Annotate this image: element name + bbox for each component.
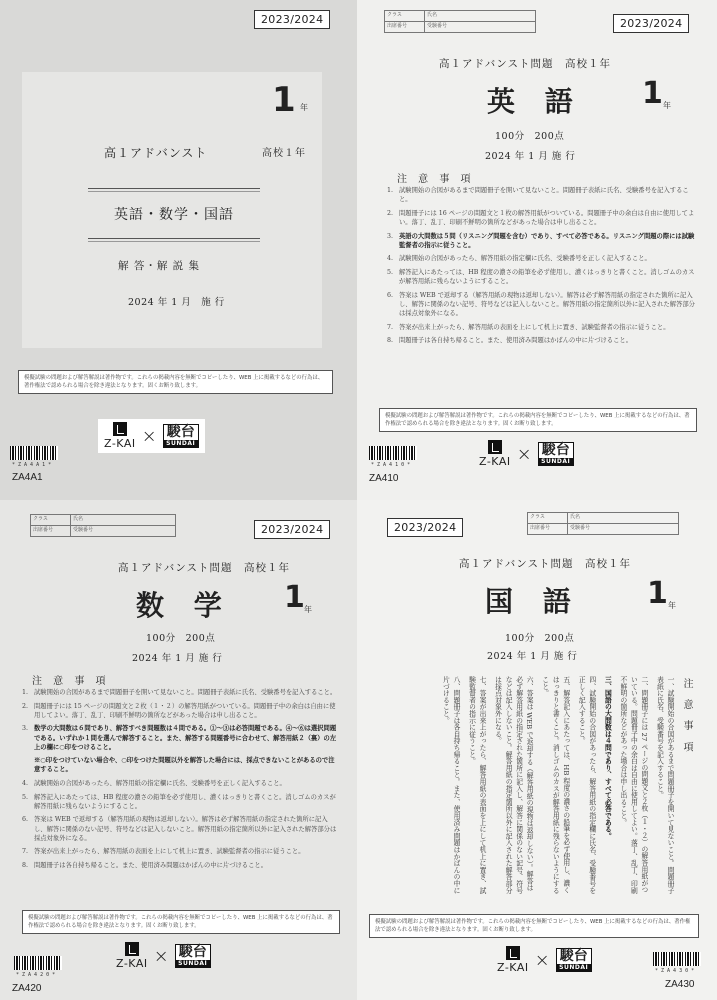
notice-number: 4.	[387, 255, 394, 263]
copyright-notice: 模擬試験の問題および解答解説は著作物です。これらの掲載内容を無断でコピーしたり、WEB 上に掲載するなどの行為は、著作権法で認められる場合を除き違法となります。固くお断り致します。	[18, 370, 333, 394]
barcode-label: * Z A 4 2 0 *	[16, 972, 56, 978]
series-title: 高１アドバンスト問題 高校１年	[439, 58, 611, 70]
times-symbol: ×	[141, 425, 157, 447]
notice-item	[387, 186, 695, 204]
barcode	[10, 446, 58, 460]
year-label: 2023/2024	[254, 10, 330, 29]
notice-text: 試験開始の合図があるまで問題冊子を開いて見ないこと。問題冊子表紙に氏名、受験番号を記入すること。	[399, 187, 689, 204]
subject-title: 国 語	[485, 585, 581, 618]
subject-title: 英 語	[487, 85, 583, 118]
publisher-logos	[479, 440, 574, 468]
booklet-code: ZA420	[12, 983, 42, 994]
notice-item	[387, 268, 695, 286]
barcode	[14, 956, 62, 970]
name-table: クラス 氏名 出席番号 受験番号	[30, 514, 176, 537]
notice-number: 1.	[387, 187, 394, 194]
divider-bottom-thin	[88, 241, 260, 242]
notice-text: 問題冊子は各自持ち帰ること。また、使用済み問題はかばんの中に片づけること。	[34, 861, 267, 869]
exam-date: 2024 年 1 月 施 行	[128, 297, 225, 308]
year-label: 2023/2024	[613, 14, 689, 33]
grade-suffix: 年	[668, 601, 676, 610]
exam-date: 2024 年 1 月 施 行	[487, 651, 578, 662]
publisher-logos	[497, 946, 592, 974]
notice-text: 英語の大問数は５問（リスニング問題を含む）であり、すべて必答である。リスニング問題の際には試験監督者の指示に従うこと。	[399, 232, 695, 249]
barcode-label: * Z A 4 3 0 *	[655, 968, 695, 974]
year-label: 2023/2024	[254, 520, 330, 539]
notice-item	[22, 724, 340, 751]
cover-panel	[22, 72, 322, 348]
notice-item	[22, 847, 340, 856]
notice-item	[22, 756, 340, 774]
zkai-mark-icon	[125, 942, 139, 956]
notice-number: 7.	[387, 323, 394, 331]
grade-number: 1	[272, 80, 296, 120]
notice-number: 5.	[387, 268, 394, 276]
grade-suffix: 年	[300, 103, 308, 112]
copyright-notice: 模擬試験の問題および解答解説は著作物です。これらの掲載内容を無断でコピーしたり、WEB 上に掲載するなどの行為は、著作権法で認められる場合を除き違法となります。固くお断り致します。	[379, 408, 697, 432]
notice-number: 6.	[387, 291, 394, 299]
zkai-mark-icon	[113, 422, 127, 436]
booklet-code: ZA410	[369, 473, 399, 484]
notice-text: 解答記入にあたっては、HB 程度の濃さの鉛筆を必ず使用し、濃くはっきりと書くこと。消しゴムのカスが解答用紙に残らないようにすること。	[34, 793, 336, 810]
zkai-mark-icon	[488, 440, 502, 454]
notice-title: 注 意 事 項	[397, 174, 475, 185]
notice-item: 六、答案は WEB で返却する（解答用紙の現物は返却しない）。解答は必ず解答用紙の指定された箇所に記入し、解答に関係のない記号、符号などは記入しないこと。解答用紙の指定箇所以外に記入された解答部分は採点対象外になる。	[493, 676, 534, 894]
zkai-logo: Z-KAI	[104, 422, 136, 450]
notice-item	[22, 793, 340, 811]
exam-date: 2024 年 1 月 施 行	[485, 151, 576, 162]
notice-number	[22, 756, 34, 774]
name-table: クラス 氏名 出席番号 受験番号	[527, 512, 679, 535]
sundai-logo: 駿台 SUNDAI	[175, 944, 211, 968]
publisher-logos	[116, 942, 211, 970]
notice-text: 問題冊子には 16 ページの問題文と１枚の解答用紙がついている。問題冊子中の余白は自由に使用してよい。落丁、乱丁、印刷不鮮明の箇所などがあった場合は申し出ること。	[399, 209, 695, 226]
notice-text: 解答記入にあたっては、HB 程度の濃さの鉛筆を必ず使用し、濃くはっきりと書くこと。消しゴムのカスが解答用紙に残らないようにすること。	[399, 268, 695, 285]
copyright-notice: 模擬試験の問題および解答解説は著作物です。これらの掲載内容を無断でコピーしたり、WEB 上に掲載するなどの行為は、著作権法で認められる場合を除き違法となります。固くお断り致します。	[369, 914, 699, 938]
answers-booklet	[0, 0, 357, 500]
notice-text: 答案が出来上がったら、解答用紙の表面を上にして机上に置き、試験監督者の指示に従うこと。	[34, 848, 305, 856]
notice-item: 七、答案が出来上がったら、解答用紙の表面を上にして机上に置き、試験監督者の指示に従うこと。	[467, 676, 487, 894]
notice-text: 問題冊子は各自持ち帰ること。また、使用済み問題はかばんの中に片づけること。	[399, 337, 632, 345]
time-points: 100分 200点	[146, 633, 216, 644]
notice-text: 数学の大問数は６問であり、解答すべき問題数は４問である。①～③は必答問題である。④～⑥は選択問題である。いずれか１問を選んで解答すること。また、解答する問題番号に合わせて、解答用紙２（裏）の左上の欄に○印をつけること。	[34, 725, 337, 751]
divider-bottom	[88, 238, 260, 239]
notice-title: 注 意 事 項	[681, 678, 692, 756]
notice-item	[387, 291, 695, 318]
booklet-code: ZA4A1	[12, 472, 43, 483]
notice-text: 試験開始の合図があったら、解答用紙の指定欄に氏名、受験番号を正しく記入すること。	[34, 780, 286, 787]
notice-text: 試験開始の合図があったら、解答用紙の指定欄に氏名、受験番号を正しく記入すること。	[399, 255, 651, 263]
notice-item: 五、解答記入にあたっては、HB 程度の濃さの鉛筆を必ず使用し、濃くはっきりと書くこと。消しゴムのカスが解答用紙に残らないようにすること。	[540, 676, 570, 894]
notice-text: 答案が出来上がったら、解答用紙の表面を上にして机上に置き、試験監督者の指示に従うこと。	[399, 323, 670, 331]
notice-text: 答案は WEB で返却する（解答用紙の現物は返却しない）。解答は必ず解答用紙の指定された箇所に記入し、解答に関係のない記号、符号などは記入しないこと。解答用紙の指定箇所以外に記入された解答部分は採点対象外になる。	[34, 816, 337, 842]
subjects-title: 英語・数学・国語	[114, 207, 234, 223]
notice-text: 試験開始の合図があるまで問題冊子を開いて見ないこと。問題冊子表紙に氏名、受験番号を記入すること。	[34, 689, 337, 696]
sundai-logo: 駿台 SUNDAI	[163, 424, 199, 448]
grade-suffix: 年	[663, 101, 671, 110]
year-label: 2023/2024	[387, 518, 463, 537]
notice-number: 8.	[387, 337, 394, 345]
notice-number: 6.	[22, 816, 29, 824]
name-table: クラス 氏名 出席番号 受験番号	[384, 10, 536, 33]
booklet-code: ZA430	[665, 979, 695, 990]
zkai-logo: Z-KAI	[479, 440, 511, 468]
notice-number: 2.	[22, 702, 29, 710]
zkai-mark-icon	[506, 946, 520, 960]
notice-item	[387, 336, 695, 345]
notice-number: 2.	[387, 209, 394, 217]
notice-item	[22, 702, 340, 720]
series-title: 高１アドバンスト	[104, 146, 208, 160]
notice-item	[22, 861, 340, 870]
notice-number: 7.	[22, 848, 29, 856]
barcode-label: * Z A 4 1 0 *	[371, 462, 411, 468]
time-points: 100分 200点	[505, 633, 575, 644]
notice-item	[22, 779, 340, 788]
notice-number: 8.	[22, 861, 29, 869]
barcode-label: * Z A 4 A 1 *	[12, 462, 52, 468]
grade-number: 1	[284, 580, 305, 615]
barcode	[369, 446, 417, 460]
booklet-type: 解 答・解 説 集	[118, 260, 201, 272]
grade-number: 1	[642, 76, 663, 111]
notice-item: 三、国語の大問数は４問であり、すべて必答である。	[603, 676, 612, 840]
times-symbol: ×	[534, 949, 550, 971]
notice-item	[387, 323, 695, 332]
times-symbol: ×	[153, 945, 169, 967]
notice-item	[387, 232, 695, 250]
copyright-notice: 模擬試験の問題および解答解説は著作物です。これらの掲載内容を無断でコピーしたり、WEB 上に掲載するなどの行為は、著作権法で認められる場合を除き違法となります。固くお断り致します。	[22, 910, 340, 934]
sundai-logo: 駿台 SUNDAI	[538, 442, 574, 466]
series-title: 高１アドバンスト問題 高校１年	[118, 562, 290, 574]
times-symbol: ×	[516, 443, 532, 465]
divider-top	[88, 188, 260, 189]
exam-date: 2024 年 1 月 施 行	[132, 653, 223, 664]
series-title: 高１アドバンスト問題 高校１年	[459, 558, 631, 570]
notice-list	[435, 676, 675, 896]
subject-title: 数 学	[136, 589, 232, 622]
notice-item	[387, 254, 695, 263]
notice-item	[387, 209, 695, 227]
notice-list	[22, 688, 340, 875]
divider-top-thin	[88, 191, 260, 192]
notice-number: 5.	[22, 793, 29, 801]
math-booklet	[0, 500, 357, 1000]
notice-text: 問題冊子には 15 ページの問題文と２枚（１・２）の解答用紙がついている。問題冊子中の余白は自由に使用してよい。落丁、乱丁、印刷不鮮明の箇所などがあった場合は申し出ること。	[34, 702, 336, 719]
notice-item: 八、問題冊子は各自持ち帰ること。また、使用済み問題はかばんの中に片づけること。	[441, 676, 460, 894]
notice-text: 答案は WEB で返却する（解答用紙の現物は返却しない）。解答は必ず解答用紙の指定された箇所に記入し、解答に関係のない記号、符号などは記入しないこと。解答用紙の指定箇所以外に記入された解答部分は採点対象外になる。	[399, 291, 695, 317]
notice-item: 二、問題冊子には 27 ページの問題文と２枚（１・２）の解答用紙がついている。問題冊子中の余白は自由に使用してよい。落丁、乱丁、印刷不鮮明の箇所などがあった場合は申し出ること。	[618, 676, 648, 894]
zkai-logo: Z-KAI	[497, 946, 529, 974]
grade-number: 1	[647, 576, 668, 611]
notice-list	[387, 186, 695, 350]
school-grade: 高校１年	[262, 148, 306, 159]
notice-text: ※○印をつけていない場合や、○印をつけた問題以外を解答した場合には、採点できないことがあるので注意すること。	[34, 757, 335, 774]
notice-number: 3.	[22, 725, 29, 733]
zkai-logo: Z-KAI	[116, 942, 148, 970]
notice-item	[22, 815, 340, 842]
notice-item: 一、試験開始の合図があるまで問題冊子を開いて見ないこと。問題冊子表紙に氏名、受験番号を記入すること。	[655, 676, 674, 894]
barcode	[653, 952, 701, 966]
publisher-logos	[98, 419, 205, 453]
notice-number: 1.	[22, 689, 29, 696]
notice-number: 4.	[22, 780, 29, 787]
grade-suffix: 年	[304, 605, 312, 614]
notice-item: 四、試験開始の合図があったら、解答用紙の指定欄に氏名、受験番号を正しく記入すること。	[577, 676, 596, 894]
time-points: 100分 200点	[495, 131, 565, 142]
japanese-booklet	[357, 500, 717, 1000]
notice-title: 注 意 事 項	[32, 676, 110, 687]
notice-item	[22, 688, 340, 697]
english-booklet	[357, 0, 717, 500]
sundai-logo: 駿台 SUNDAI	[556, 948, 592, 972]
notice-number: 3.	[387, 232, 394, 240]
